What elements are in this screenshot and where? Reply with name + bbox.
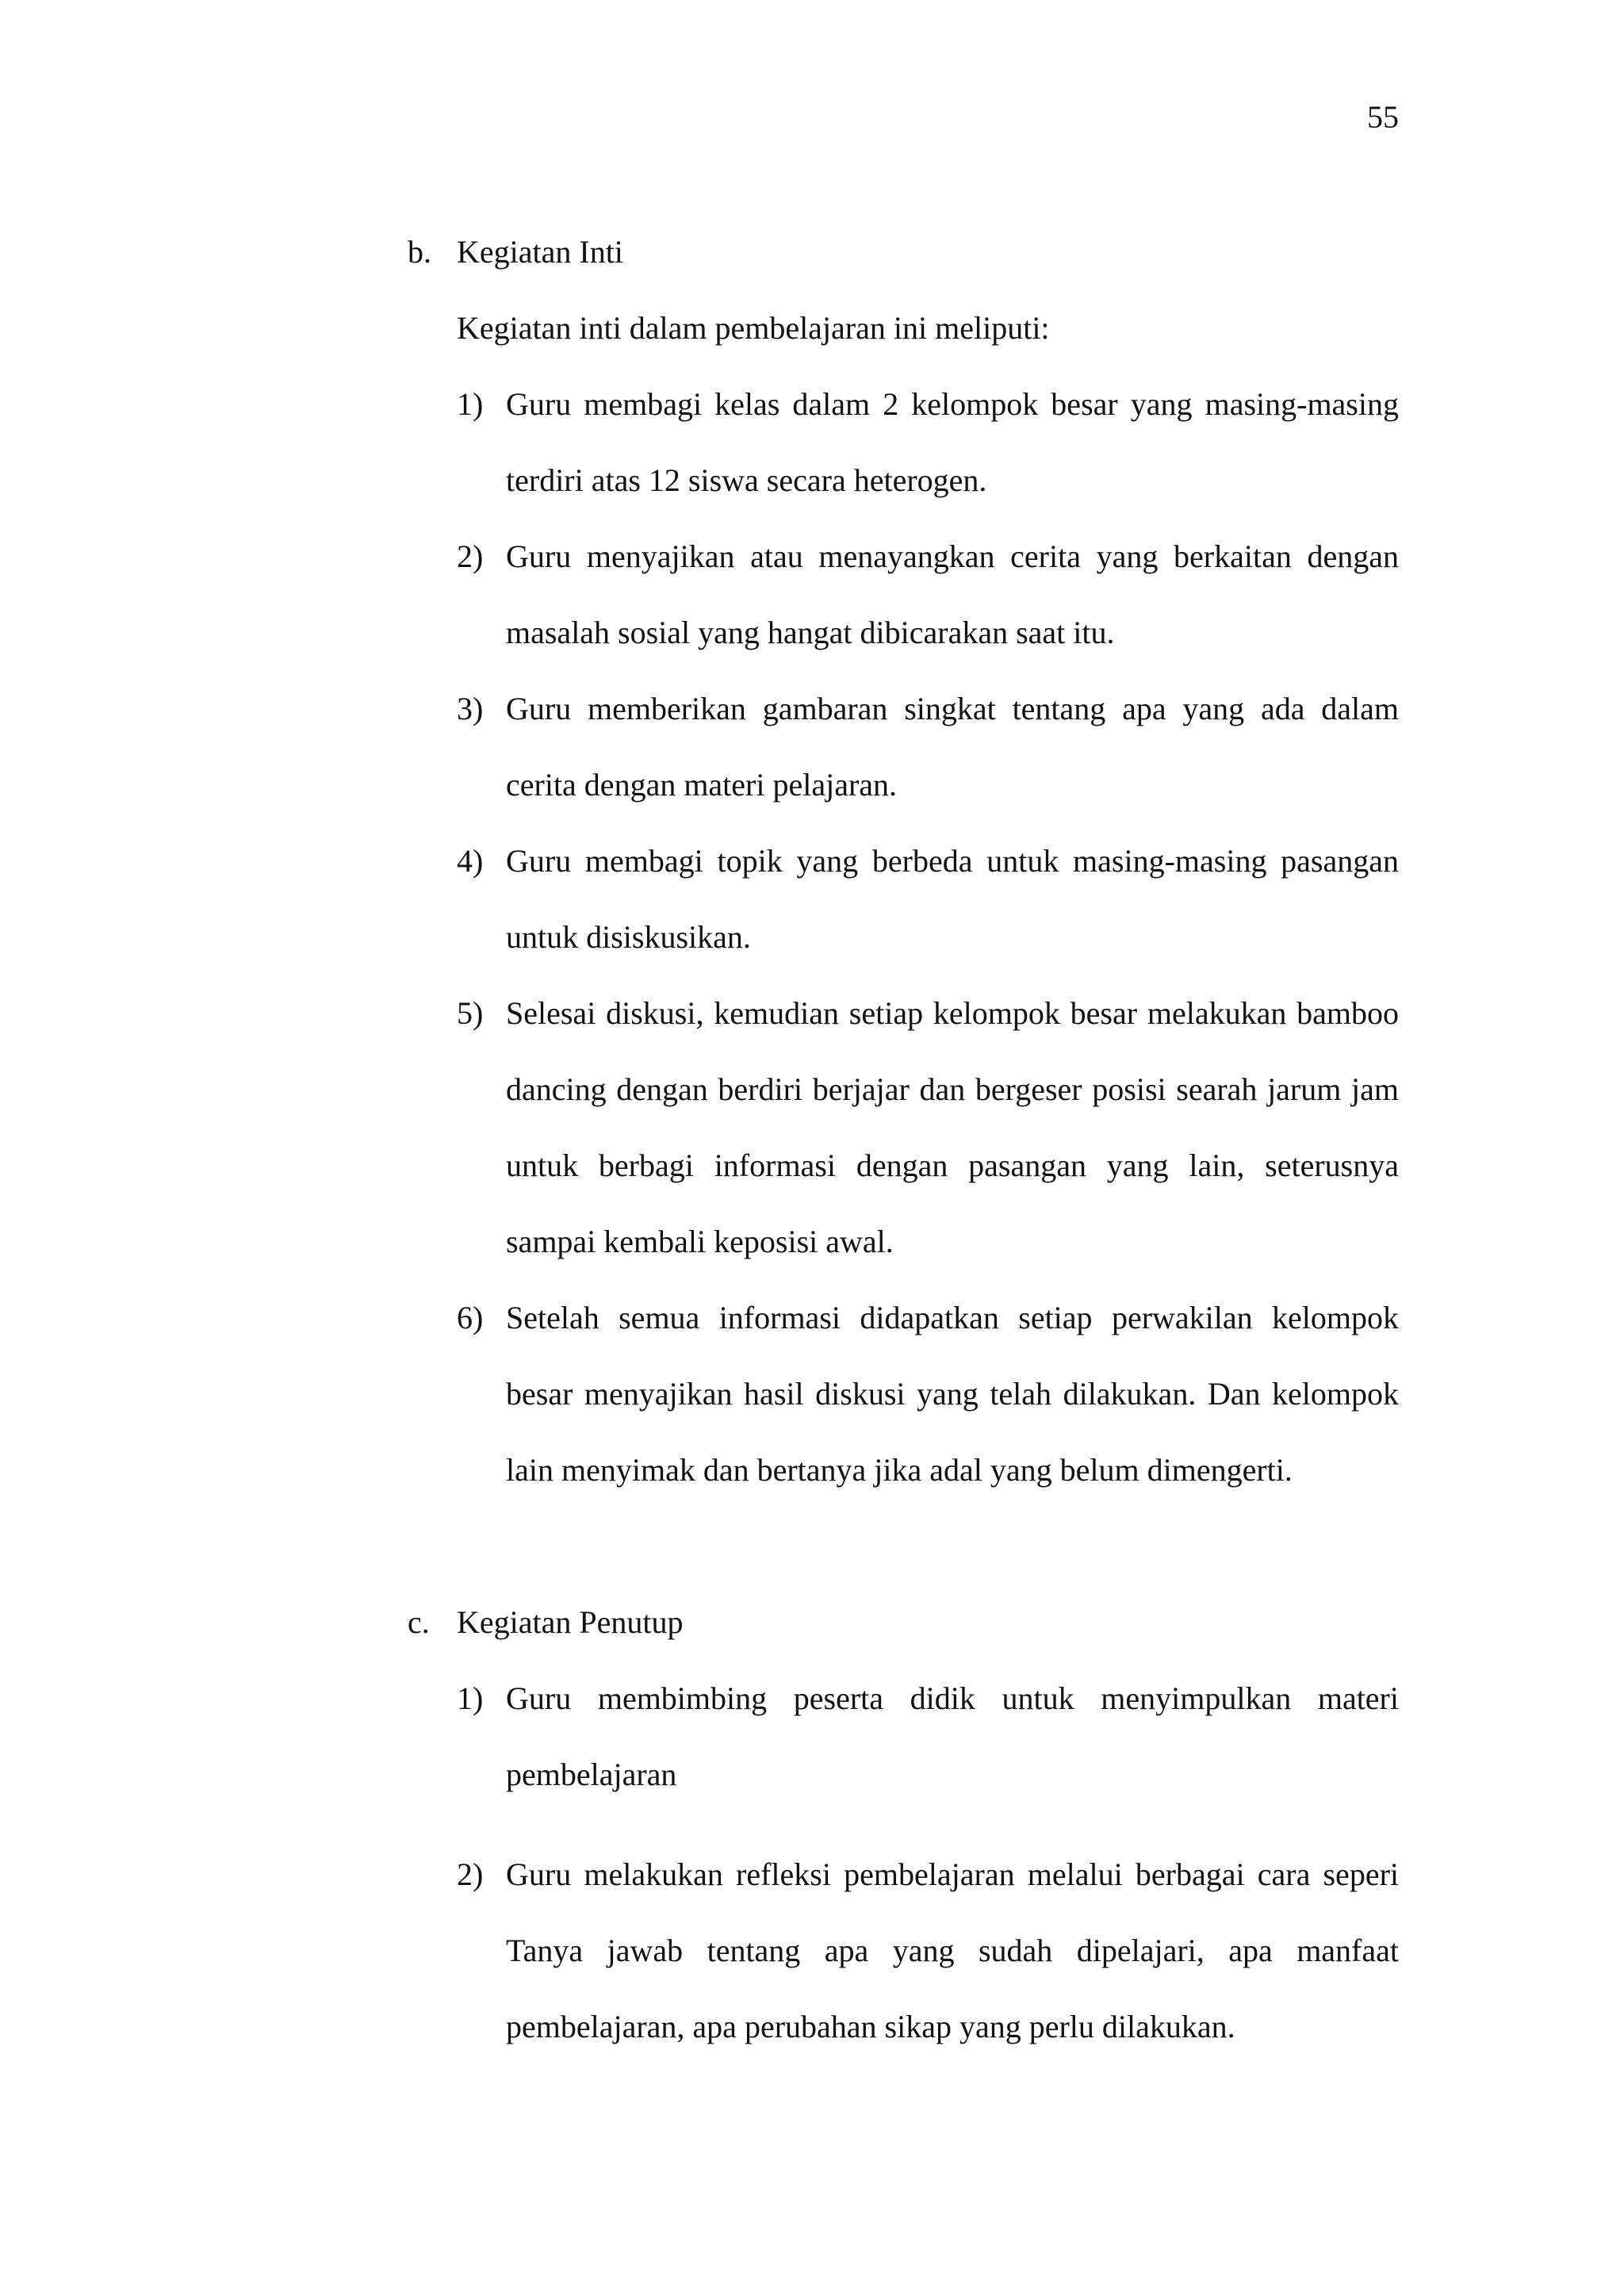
list-item	[457, 366, 1399, 519]
list-item-text: Guru melakukan refleksi pembelajaran melalui berbagai cara seperi Tanya jawab tentang apa yang sudah dipelajari, apa manfaat pembelajaran, apa perubahan sikap yang perlu dilakukan.	[506, 1856, 1399, 2044]
list-item-number: 6)	[457, 1300, 484, 1335]
list-item-number: 2)	[457, 1856, 484, 1892]
list-item-text: Guru membagi topik yang berbeda untuk masing-masing pasangan untuk disiskusikan.	[506, 843, 1399, 955]
list-item	[457, 975, 1399, 1280]
section-heading-kegiatan-penutup	[408, 1603, 684, 1642]
section-letter: c.	[408, 1604, 430, 1640]
list-item-text: Guru membagi kelas dalam 2 kelompok besar yang masing-masing terdiri atas 12 siswa secara heterogen.	[506, 386, 1399, 498]
list-item	[457, 1837, 1399, 2065]
section-title: Kegiatan Inti	[457, 234, 623, 270]
section-title: Kegiatan Penutup	[457, 1604, 684, 1640]
section-intro: Kegiatan inti dalam pembelajaran ini meliputi:	[457, 310, 1050, 346]
list-item-text: Setelah semua informasi didapatkan setiap perwakilan kelompok besar menyajikan hasil diskusi yang telah dilakukan. Dan kelompok lain menyimak dan bertanya jika adal yang belum dimengerti.	[506, 1300, 1399, 1488]
list-item	[457, 1661, 1399, 1813]
list-item-number: 4)	[457, 843, 484, 879]
list-item-text: Guru menyajikan atau menayangkan cerita yang berkaitan dengan masalah sosial yang hangat dibicarakan saat itu.	[506, 538, 1399, 650]
list-item-number: 5)	[457, 995, 484, 1031]
list-item-text: Guru memberikan gambaran singkat tentang apa yang ada dalam cerita dengan materi pelajaran.	[506, 691, 1399, 803]
list-item	[457, 823, 1399, 975]
list-item-number: 1)	[457, 386, 484, 422]
list-item-text: Selesai diskusi, kemudian setiap kelompok besar melakukan bamboo dancing dengan berdiri berjajar dan bergeser posisi searah jarum jam untuk berbagi informasi dengan pasangan yang lain, seterusnya sampai kembali keposisi awal.	[506, 995, 1399, 1259]
list-item	[457, 671, 1399, 823]
section-letter: b.	[408, 234, 431, 270]
list-item	[457, 519, 1399, 671]
list-item-number: 1)	[457, 1680, 484, 1716]
page-number: 55	[1367, 99, 1399, 135]
list-item-text: Guru membimbing peserta didik untuk menyimpulkan materi pembelajaran	[506, 1680, 1399, 1792]
section-heading-kegiatan-inti	[408, 233, 623, 271]
list-item-number: 3)	[457, 691, 484, 726]
list-item	[457, 1280, 1399, 1508]
list-item-number: 2)	[457, 538, 484, 574]
